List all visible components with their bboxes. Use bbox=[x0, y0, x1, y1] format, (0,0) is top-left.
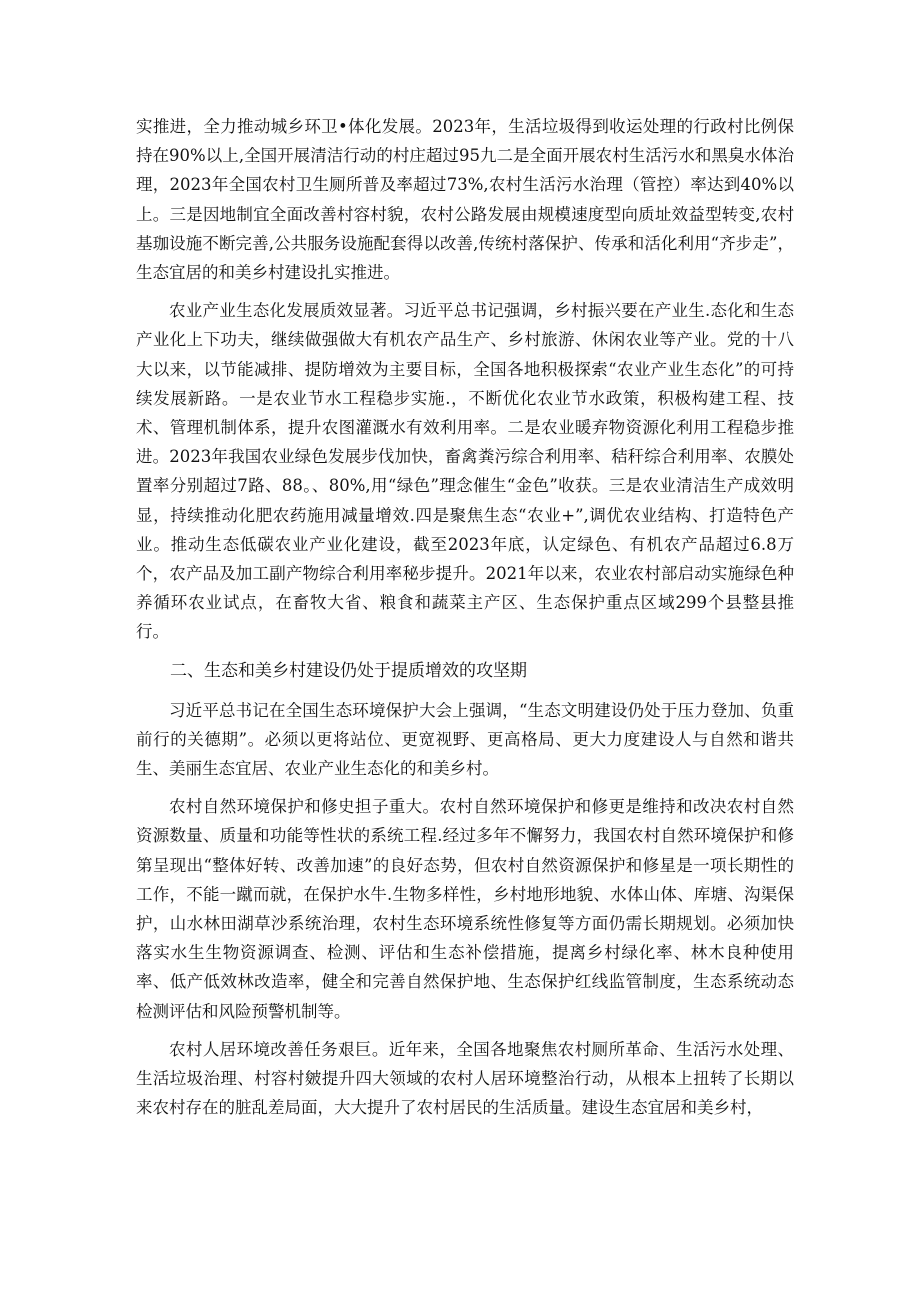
section-heading: 二、生态和美乡村建设仍处于提质增效的攻坚期 bbox=[170, 660, 527, 681]
paragraph-natural-environment: 农村自然环境保护和修史担子重大。农村自然环境保护和修更是维持和改决农村自然资源数量、质量和功能等性状的系统工程.经过多年不懈努力，我国农村自然环境保护和修第呈现出“整体好转、改善加速”的良好态势，但农村自然资源保护和修星是一项长期性的工作，不能一蹴而就，在保护水牛.生物多样性，乡村地形地貌、水体山体、库塘、沟渠保护，山水林田湖草沙系统治理，农村生态环境系统性修复等方面仍需长期规划。必须加快落实水生生物资源调查、检测、评估和生态补偿措施，提离乡村绿化率、林木良种使用率、低产低效林改造率，健全和完善自然保护地、生态保护红线监管制度，生态系统动态检测评估和风险预警机制等。 bbox=[136, 797, 794, 1021]
paragraph-living-environment: 农村人居环境改善任务艰巨。近年来，全国各地聚焦农村厕所革命、生活污水处理、生活垃圾治理、村容村皴提升四大领域的农村人居环境整治行动，从根本上扭转了长期以来农村存在的脏乱差局面，大大提升了农村居民的生活质量。建设生态宜居和美乡村， bbox=[136, 1039, 794, 1118]
paragraph-xi-speech: 习近平总书记在全国生态环境保护大会上强调，“生态文明建设仍处于压力登加、负重前行的关德期”。必须以更将站位、更宽视野、更高格局、更大力度建设人与自然和谐共生、美丽生态宜居、农业产业生态化的和美乡村。 bbox=[136, 700, 794, 779]
document-page bbox=[136, 112, 794, 1132]
paragraph-continuation: 实推进，全力推动城乡环卫•体化发展。2023年，生活垃圾得到收运处理的行政村比例保持在90%以上,全国开展清洁行动的村庄超过95九二是全面开展农村生活污水和黑臭水体治理，2023年全国农村卫生厕所普及率超过73%,农村生活污水治理（管控）率达到40%以上。三是因地制宜全面改善村容村貌，农村公路发展由规模速度型向质址效益型转变,农村基珈设施不断完善,公共服务设施配套得以改善,传统村落保护、传承和活化利用“齐步走”，生态宜居的和美乡村建设扎实推进。 bbox=[136, 117, 794, 283]
paragraph-agri-ecology: 农业产业生态化发展质效显著。习近平总书记强调，乡村振兴要在产业生.态化和生态产业化上下功夫，继续做强做大有机农产品生产、乡村旅游、休闲农业等产业。党的十八大以来，以节能减排、提防增效为主要目标，全国各地积极探索“农业产业生态化”的可持续发展新路。一是农业节水工程稳步实施.，不断优化农业节水政策，积极构建工程、技术、管理机制体系，提升农图灌溉水有效利用率。二是农业暖弃物资源化利用工程稳步推进。2023年我国农业绿色发展步伐加快，畜禽粪污综合利用率、秸秆综合利用率、农膜处置率分别超过7路、88。、80%,用“绿色”理念催生“金色”收获。三是农业清洁生产成效明显，持续推动化肥农药施用减量增效.四是聚焦生态“农业+”,调优农业结构、打造特色产业。推动生态低碳农业产业化建设，截至2023年底，认定绿色、有机农产品超过6.8万个，农产品及加工副产物综合利用率秘步提升。2021年以来，农业农村部启动实施绿色种养循环农业试点，在畜牧大省、粮食和蔬菜主产区、生态保护重点区域299个县整县推行。 bbox=[136, 301, 794, 642]
